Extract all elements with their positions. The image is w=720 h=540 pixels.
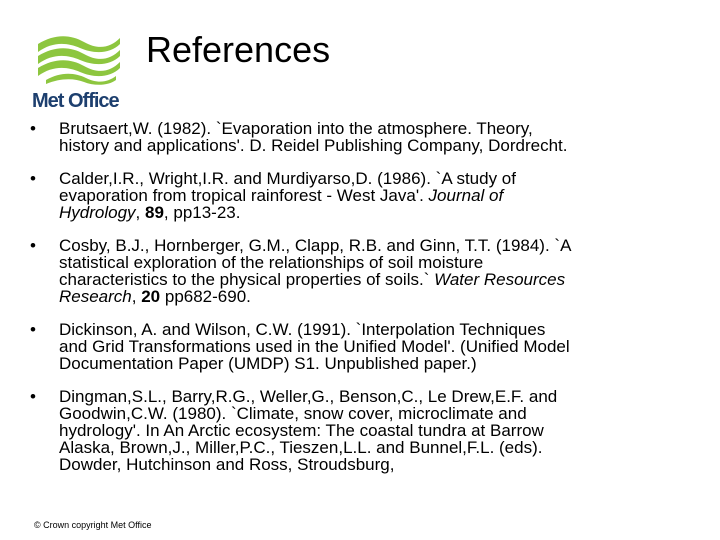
reference-item-dickinson (30, 321, 690, 372)
page-title: References (146, 29, 331, 70)
reference-line: • Dickinson, A. and Wilson, C.W. (1991). `Interpolation Techniques (59, 320, 546, 339)
reference-line: Hydrology, 89, pp13-23. (59, 203, 241, 222)
reference-line: Dowder, Hutchinson and Ross, Stroudsburg, (59, 455, 395, 474)
reference-line: • Cosby, B.J., Hornberger, G.M., Clapp, R.B. and Ginn, T.T. (1984). `A (59, 236, 572, 255)
reference-list (30, 120, 690, 489)
reference-line (59, 187, 690, 204)
page-range: pp682-690. (160, 287, 251, 306)
page-range: , pp13-23. (163, 203, 241, 222)
reference-line: history and applications'. D. Reidel Publishing Company, Dordrecht. (59, 136, 568, 155)
reference-line: • Brutsaert,W. (1982). `Evaporation into the atmosphere. Theory, (59, 119, 533, 138)
copyright-footer: © Crown copyright Met Office (34, 520, 152, 530)
reference-line (59, 271, 690, 288)
reference-line: hydrology'. In An Arctic ecosystem: The coastal tundra at Barrow (59, 421, 544, 440)
reference-item-cosby (30, 237, 690, 305)
journal-name: Water Resources (434, 270, 566, 289)
reference-item-dingman (30, 388, 690, 473)
met-office-wave-icon (36, 30, 122, 86)
reference-line: • Calder,I.R., Wright,I.R. and Murdiyarso,D. (1986). `A study of (59, 169, 516, 188)
reference-item-brutsaert (30, 120, 690, 154)
reference-item-calder (30, 170, 690, 221)
journal-name: Research (59, 287, 132, 306)
met-office-wordmark: Met Office (32, 90, 119, 112)
met-office-logo (32, 30, 124, 116)
reference-line: and Grid Transformations used in the Unified Model'. (Unified Model (59, 337, 570, 356)
reference-text: evaporation from tropical rainforest - West Java'. (59, 186, 424, 205)
reference-text: characteristics to the physical properties of soils.` (59, 270, 430, 289)
journal-name: Journal of (428, 186, 504, 205)
volume-number: 20 (141, 287, 161, 306)
reference-line: Goodwin,C.W. (1980). `Climate, snow cover, microclimate and (59, 404, 527, 423)
reference-line: Research, 20 pp682-690. (59, 287, 251, 306)
reference-line: Documentation Paper (UMDP) S1. Unpublished paper.) (59, 354, 477, 373)
reference-line: • Dingman,S.L., Barry,R.G., Weller,G., Benson,C., Le Drew,E.F. and (59, 387, 558, 406)
volume-number: 89 (145, 203, 164, 222)
journal-name: Hydrology (59, 203, 136, 222)
reference-line: Alaska, Brown,J., Miller,P.C., Tieszen,L.L. and Bunnel,F.L. (eds). (59, 438, 543, 457)
reference-line: statistical exploration of the relationships of soil moisture (59, 253, 484, 272)
